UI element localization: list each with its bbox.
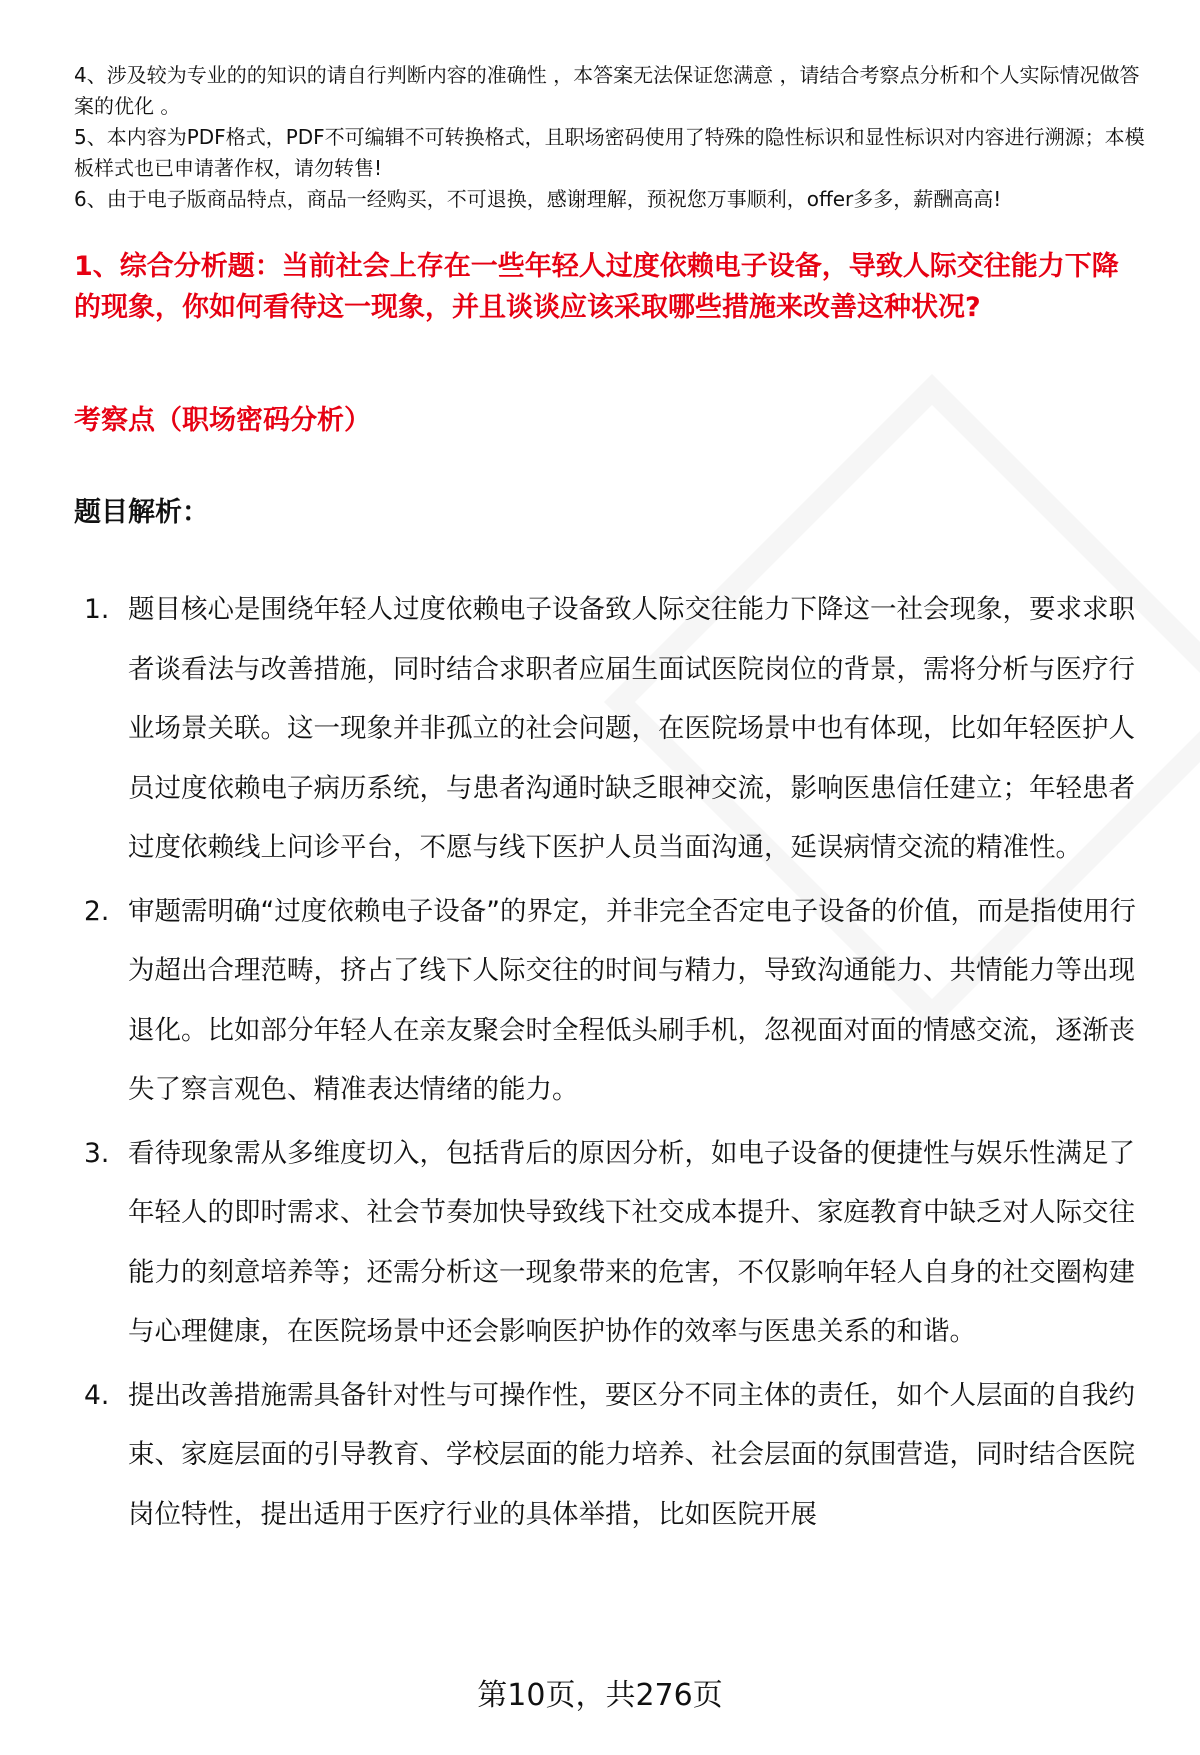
list-item xyxy=(84,1124,1150,1362)
question-heading: 1、综合分析题：当前社会上存在一些年轻人过度依赖电子设备，导致人际交往能力下降的现象，你如何看待这一现象，并且谈谈应该采取哪些措施来改善这种状况? xyxy=(74,251,1119,323)
item-number: 4. xyxy=(84,1379,110,1411)
note-6: 6、由于电子版商品特点，商品一经购买，不可退换，感谢理解，预祝您万事顺利，offer多多，薪酬高高! xyxy=(74,187,1002,211)
list-item xyxy=(84,580,1150,878)
item-text: 提出改善措施需具备针对性与可操作性，要区分不同主体的责任，如个人层面的自我约束、家庭层面的引导教育、学校层面的能力培养、社会层面的氛围营造，同时结合医院岗位特性，提出适用于医疗行业的具体举措，比如医院开展 xyxy=(128,1379,1135,1530)
notes xyxy=(74,60,1154,215)
item-number: 3. xyxy=(84,1137,110,1169)
analysis-list xyxy=(84,580,1150,1548)
item-number: 2. xyxy=(84,895,110,927)
item-text: 审题需明确“过度依赖电子设备”的界定，并非完全否定电子设备的价值，而是指使用行为超出合理范畴，挤占了线下人际交往的时间与精力，导致沟通能力、共情能力等出现退化。比如部分年轻人在亲友聚会时全程低头刷手机，忽视面对面的情感交流，逐渐丧失了察言观色、精准表达情绪的能力。 xyxy=(128,895,1136,1105)
item-text: 看待现象需从多维度切入，包括背后的原因分析，如电子设备的便捷性与娱乐性满足了年轻人的即时需求、社会节奏加快导致线下社交成本提升、家庭教育中缺乏对人际交往能力的刻意培养等；还需分析这一现象带来的危害，不仅影响年轻人自身的社交圈构建与心理健康，在医院场景中还会影响医护协作的效率与医患关系的和谐。 xyxy=(128,1137,1135,1347)
list-item xyxy=(84,882,1150,1120)
note-4: 4、涉及较为专业的的知识的请自行判断内容的准确性 ，本答案无法保证您满意 ，请结合考察点分析和个人实际情况做答案的优化 。 xyxy=(74,63,1140,118)
list-item xyxy=(84,1366,1150,1545)
note-5: 5、本内容为PDF格式，PDF不可编辑不可转换格式，且职场密码使用了特殊的隐性标识和显性标识对内容进行溯源；本模板样式也已申请著作权，请勿转售! xyxy=(74,125,1145,180)
item-text: 题目核心是围绕年轻人过度依赖电子设备致人际交往能力下降这一社会现象，要求求职者谈看法与改善措施，同时结合求职者应届生面试医院岗位的背景，需将分析与医疗行业场景关联。这一现象并非孤立的社会问题，在医院场景中也有体现，比如年轻医护人员过度依赖电子病历系统，与患者沟通时缺乏眼神交流，影响医患信任建立；年轻患者过度依赖线上问诊平台，不愿与线下医护人员当面沟通，延误病情交流的精准性。 xyxy=(128,594,1135,863)
key-point-heading: 考察点（职场密码分析） xyxy=(74,405,371,436)
analysis-heading: 题目解析： xyxy=(74,497,209,528)
page-footer: 第10页，共276页 xyxy=(477,1678,723,1713)
item-number: 1. xyxy=(84,594,110,625)
